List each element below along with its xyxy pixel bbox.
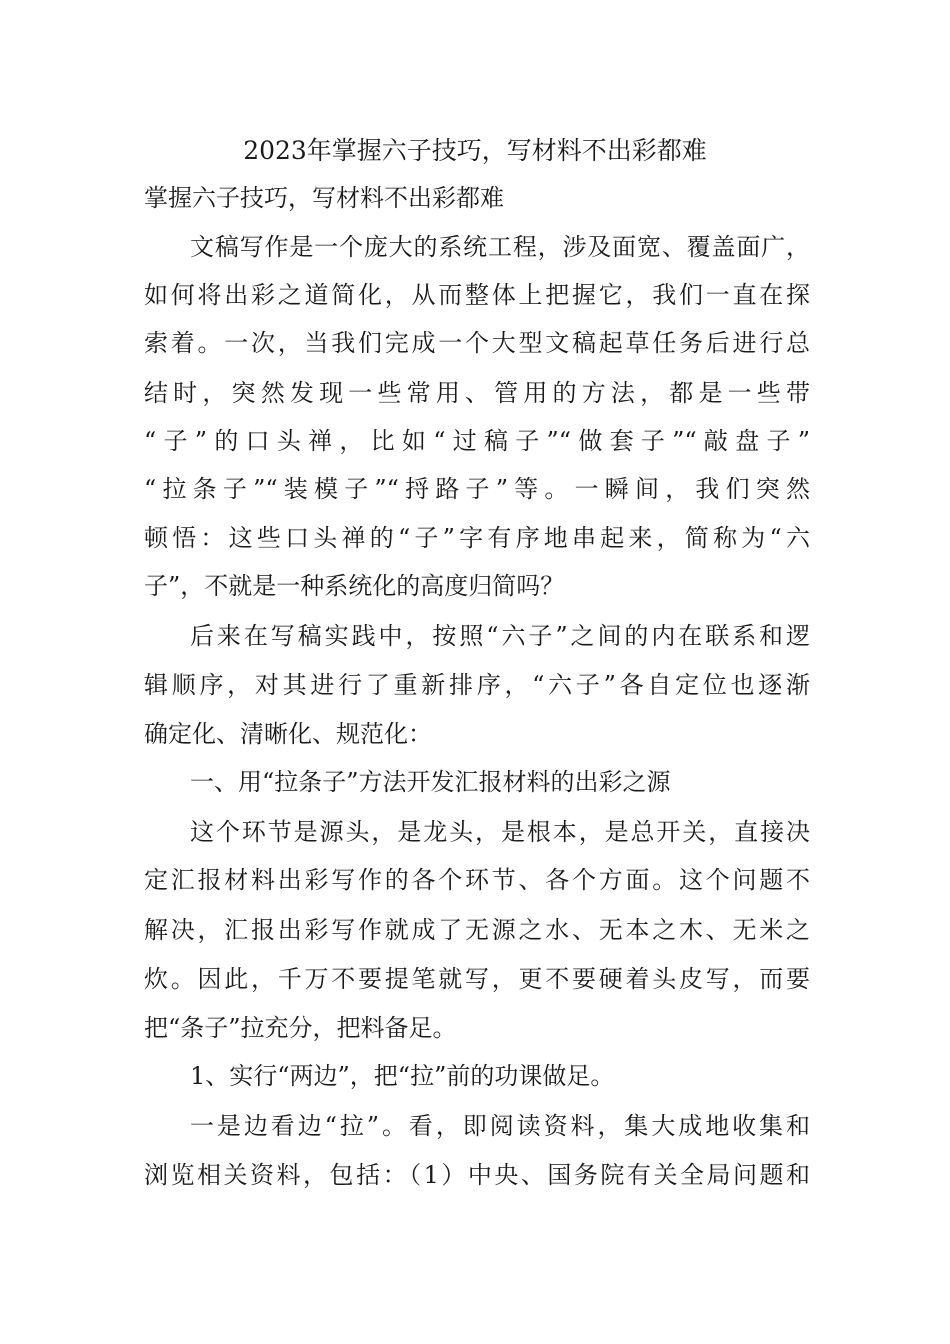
body-line: 这个环节是源头，是龙头，是根本，是总开关，直接决 (190, 818, 810, 846)
body-line: 后来在写稿实践中，按照“六子”之间的内在联系和逻 (190, 622, 810, 650)
body-line: 浏览相关资料，包括：（1）中央、国务院有关全局问题和 (144, 1161, 810, 1189)
body-line: 顿悟：这些口头禅的“子”字有序地串起来，简称为“六 (144, 524, 810, 552)
body-line: 辑顺序，对其进行了重新排序，“六子”各自定位也逐渐 (144, 671, 810, 699)
body-line: 解决，汇报出彩写作就成了无源之水、无本之木、无米之 (144, 916, 810, 944)
body-line: 定汇报材料出彩写作的各个环节、各个方面。这个问题不 (144, 866, 810, 894)
body-line: 一是边看边“拉”。看，即阅读资料，集大成地收集和 (190, 1112, 810, 1140)
body-line: “拉条子”“装模子”“捋路子”等。一瞬间，我们突然 (144, 475, 810, 503)
body-line: 炊。因此，千万不要提笔就写，更不要硬着头皮写，而要 (144, 965, 810, 993)
body-line: 把“条子”拉充分，把料备足。 (144, 1014, 457, 1042)
section-heading: 一、用“拉条子”方法开发汇报材料的出彩之源 (190, 768, 671, 796)
body-line: “子”的口头禅，比如“过稿子”“做套子”“敲盘子” (144, 427, 810, 455)
body-line: 子”，不就是一种系统化的高度归简吗？ (144, 572, 565, 600)
document-subtitle: 掌握六子技巧，写材料不出彩都难 (144, 184, 504, 212)
document-title: 2023年掌握六子技巧，写材料不出彩都难 (243, 136, 707, 165)
body-line: 确定化、清晰化、规范化： (144, 720, 432, 748)
body-line: 如何将出彩之道简化，从而整体上把握它，我们一直在探 (144, 281, 810, 309)
body-line: 文稿写作是一个庞大的系统工程，涉及面宽、覆盖面广， (190, 233, 810, 261)
body-line: 结时，突然发现一些常用、管用的方法，都是一些带 (144, 379, 810, 407)
subsection-heading: 1、实行“两边”，把“拉”前的功课做足。 (190, 1062, 615, 1090)
body-line: 索着。一次，当我们完成一个大型文稿起草任务后进行总 (144, 329, 810, 357)
